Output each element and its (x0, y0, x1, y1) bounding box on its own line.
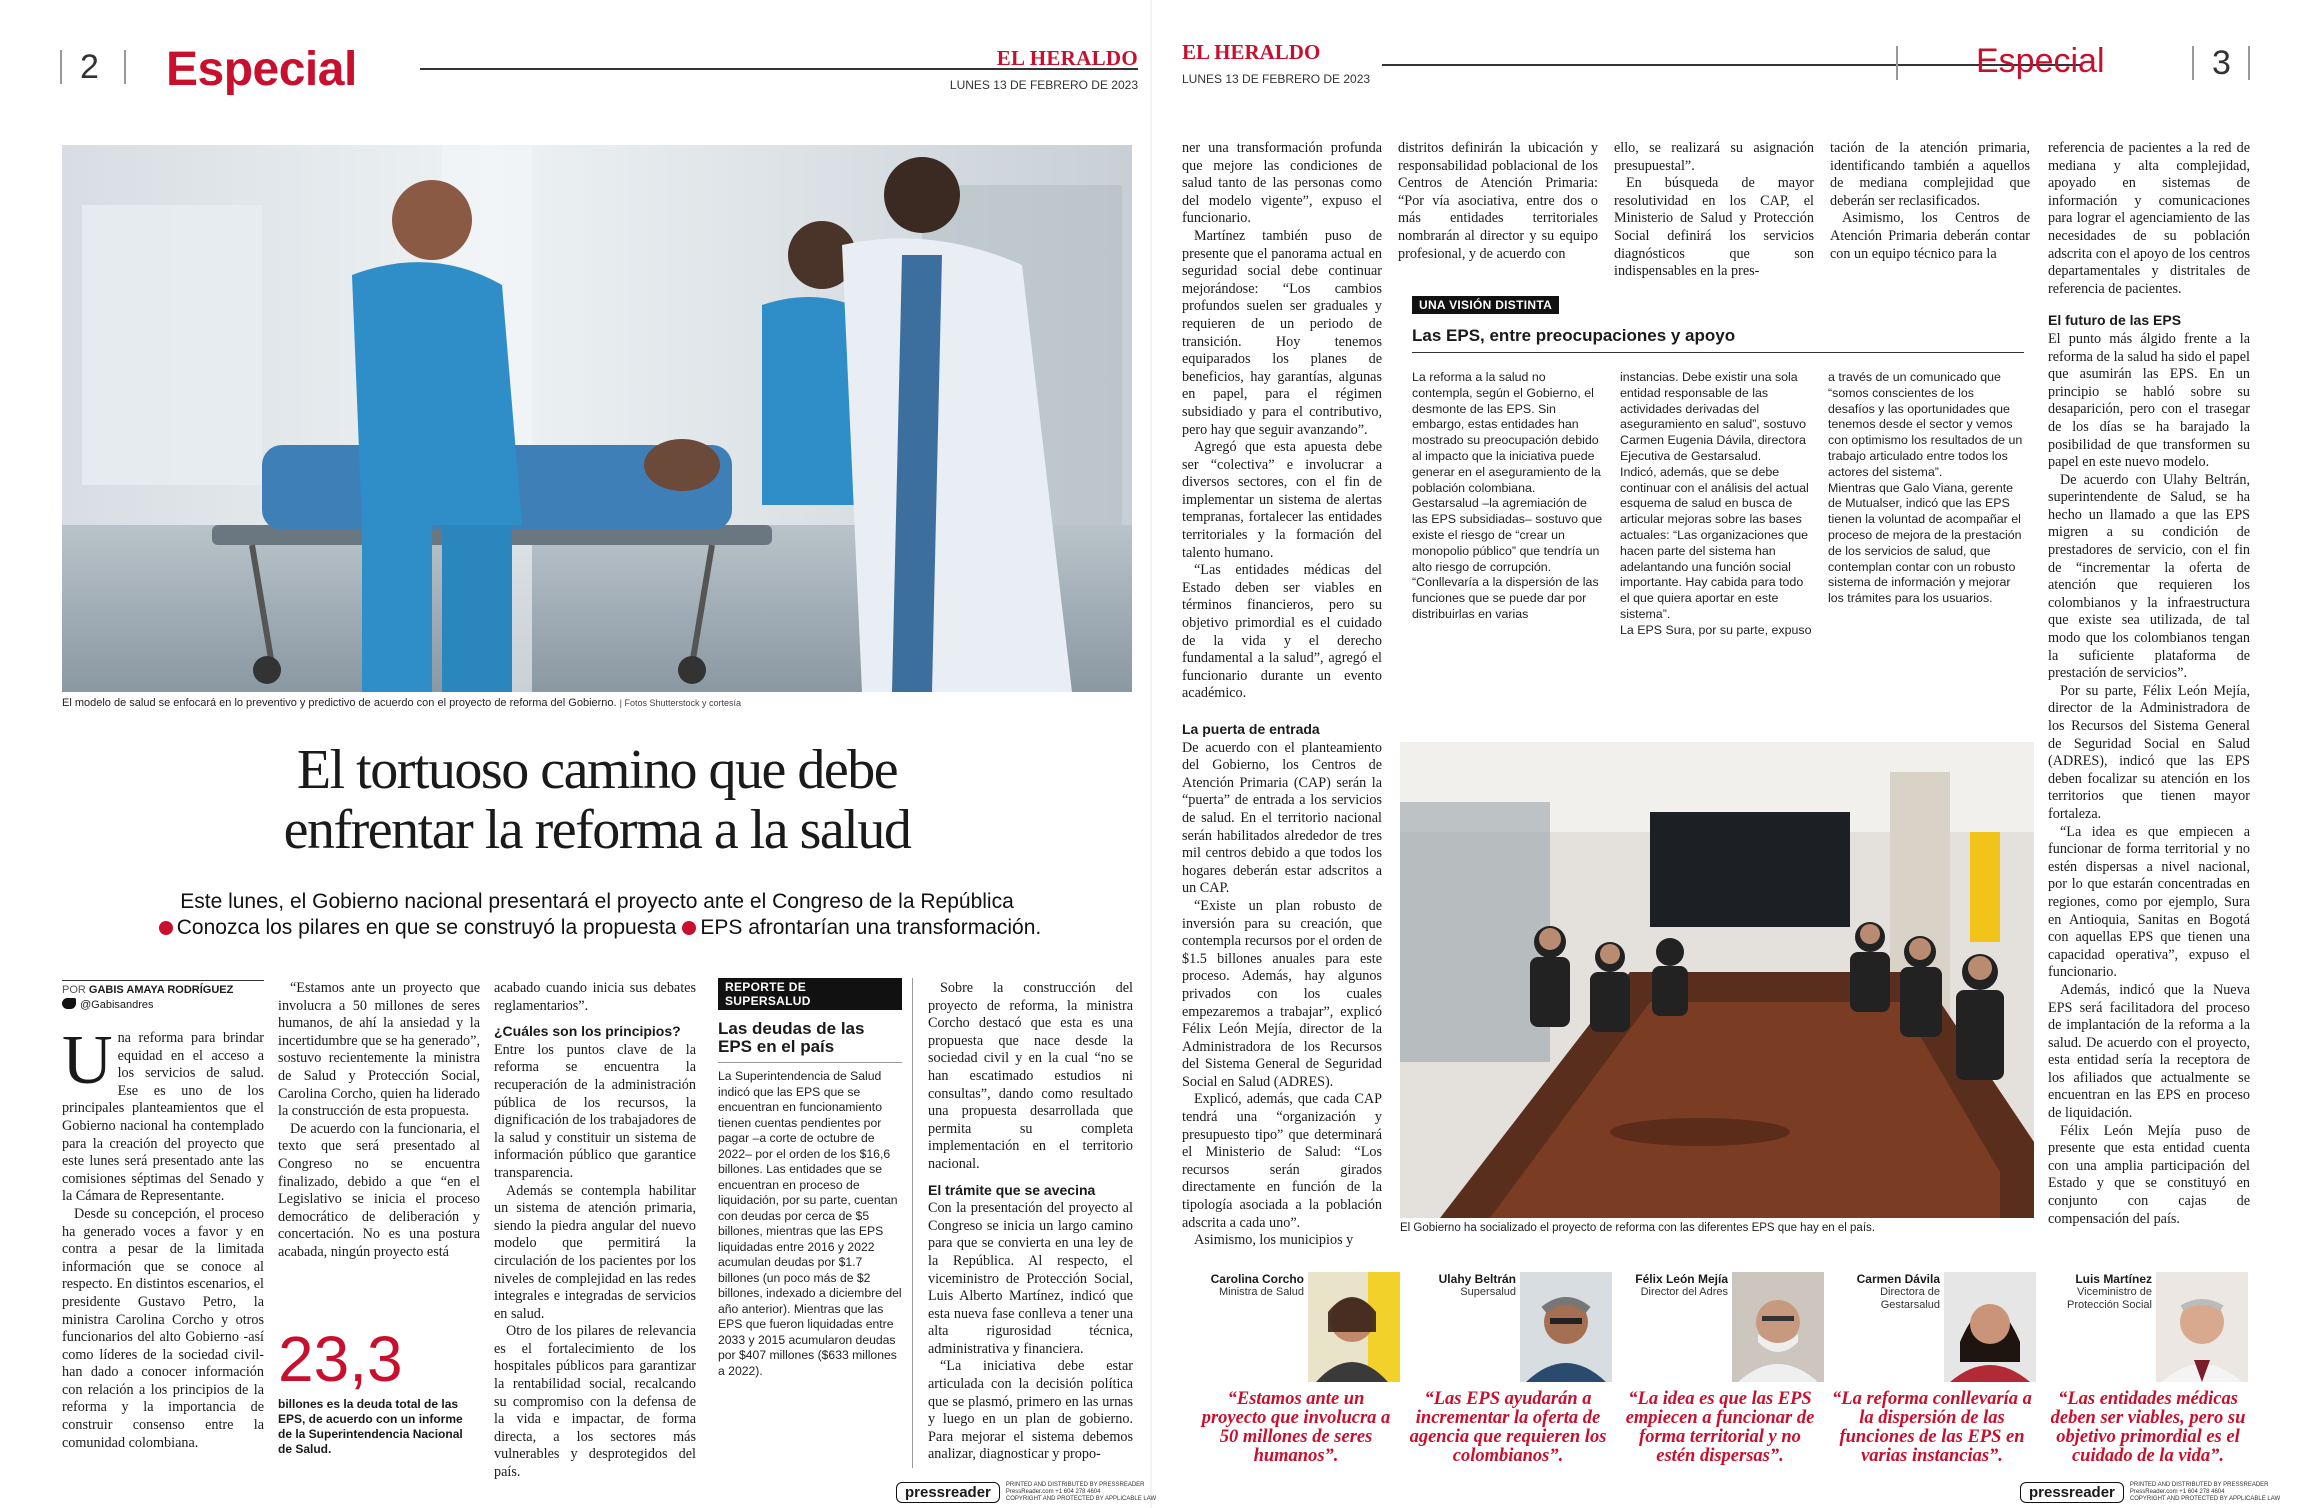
sidebar-col-3: a través de un comunicado que “somos conscientes de los desafíos y las oportunidades que tenemos desde el sector y vemos con optimismo los resultados de un trabajo articulado entre todos los actores del sistema”. Mientras que Galo Viana, gerente de Mutualser, indicó que las EPS tienen la voluntad de acompañar el proceso de mejora de la prestación de los servicios de salud, que contemplan contar con un robusto sistema de información y mejorar los trámites para los usuarios. (1828, 370, 2023, 606)
portrait (1944, 1272, 2036, 1382)
sidebar-tag: UNA VISIÓN DISTINTA (1412, 296, 1559, 314)
box-tag: REPORTE DE SUPERSALUD (718, 978, 902, 1010)
quote: “Estamos ante un proyecto que involucra a 50 millones de seres humanos”. (1201, 1389, 1391, 1466)
bullet-dot (682, 921, 696, 935)
meeting-photo (1400, 742, 2034, 1218)
page-date: LUNES 13 DE FEBRERO DE 2023 (949, 78, 1138, 92)
drop-cap: U (62, 1022, 113, 1099)
portrait (1308, 1272, 1400, 1382)
stat-number: 23,3 (278, 1323, 403, 1395)
page-date: LUNES 13 DE FEBRERO DE 2023 (1182, 72, 1371, 86)
portrait (2156, 1272, 2248, 1382)
sidebar-vision (1412, 296, 2024, 353)
section-title: Especial (1976, 42, 2105, 80)
page-number: 2 (80, 48, 99, 86)
right-header (1182, 40, 2252, 100)
masthead: EL HERALDO (996, 46, 1138, 70)
deck: Este lunes, el Gobierno nacional presentará el proyecto ante el Congreso de la República Conozca los pilares en que se construyó la propuesta EPS afrontarían una transformación. (62, 889, 1132, 941)
right-col-2: distritos definirán la ubicación y responsabilidad poblacional de los Centros de Atención Primaria: “Por vía asociativa, entre dos o más entidades territoriales nombrarán al director y su equipo profesional, y de acuerdo con (1398, 140, 1598, 262)
quote: “Las entidades médicas deben ser viables, pero su objetivo primordial es el cuidado de la vida”. (2050, 1389, 2246, 1466)
sidebar-col-2: instancias. Debe existir una sola entidad responsable de las actividades derivadas del aseguramiento en salud”, sostuvo Carmen Eugenia Dávila, directora Ejecutiva de Gestarsalud. Indicó, además, que se debe continuar con el análisis del actual esquema de salud en busca de articular mejoras sobre las bases actuales: “Las organizaciones que hacen parte del sistema han adelantando una función social importante. Hay cabida para todo el que quiera aportar en este sistema”. La EPS Sura, por su parte, expuso (1620, 370, 1812, 637)
sidebar-col-1: La reforma a la salud no contempla, según el Gobierno, el desmonte de las EPS. Sin embargo, estas entidades han mostrado su preocupación debido al impacto que la iniciativa puede generar en el aseguramiento de la población colombiana. Gestarsalud –la agremiación de las EPS subsidiadas– sostuvo que existe el riesgo de “crear un monopolio público” que tendría un alto riesgo de corrupción. “Conllevaría a la dispersión de las funciones que se puede dar por distribuirlas en varias (1412, 370, 1603, 621)
masthead: EL HERALDO (1182, 40, 1321, 64)
right-col-3: ello, se realizará su asignación presupuestal”. En búsqueda de mayor resolutividad en los CAP, el Ministerio de Salud y Protección Social definirá los servicios diagnósticos que son indispensables en la pres- (1614, 140, 1814, 280)
quote: “Las EPS ayudarán a incrementar la oferta de agencia que requieren los colombianos”. (1409, 1389, 1607, 1466)
photo-caption: El modelo de salud se enfocará en lo preventivo y predictivo de acuerdo con el proyecto de reforma del Gobierno. | Fotos Shutterstock y cortesía (62, 697, 742, 709)
page-number: 3 (2212, 44, 2231, 82)
article-col-3: acabado cuando inicia sus debates reglamentarios”. ¿Cuáles son los principios? Entre los puntos clave de la reforma se encuentra la recuperación de la administración pública de los recursos, la dignificación de los trabajadores de la salud y constituir un sistema de información público que garantice transparencia. Además se contempla habilitar un sistema de atención primaria, siendo la piedra angular del nuevo modelo que permitirá la circulación de los pacientes por los niveles de complejidad en las redes integrales e integradas de servicios en salud. Otro de los pilares de relevancia es el fortalecimiento de los hospitales públicos para garantizar la rentabilidad social, recalcando su compromiso con la defensa de la vida e impactar, de forma directa, a los sectores más vulnerables y desprotegidos del país. (494, 980, 696, 1481)
right-col-4: tación de la atención primaria, identificando también a aquellos de mediana complejidad que deberán ser reclasificados. Asimismo, los Centros de Atención Primaria deberán contar con un equipo técnico para la (1830, 140, 2030, 262)
portrait (1732, 1272, 1824, 1382)
sidebar-title: Las EPS, entre preocupaciones y apoyo (1412, 326, 1736, 345)
right-col-5: referencia de pacientes a la red de mediana y alta complejidad, apoyado en sistemas de información y comunicaciones para lograr el agenciamiento de las necesidades de su población adscrita con el apoyo de los centros departamentales y distritales de referencia de pacientes. El futuro de las EPS El punto más álgido frente a la reforma de la salud ha sido el papel que asumirán las EPS. En un principio se habló sobre su desaparición, pero con el trasegar de los días se ha barajado la posibilidad de que transformen su papel en este nuevo modelo. De acuerdo con Ulahy Beltrán, superintendente de Salud, se ha hecho un llamado a que las EPS migren a su condición de prestadores de servicio, con el fin de “incrementar la oferta de atención que requieren los colombianos y la infraestructura que existe sea utilizada, de tal modo que los colombianos tengan la suficiente plataforma de prestación de servicios”. Por su parte, Félix León Mejía, director de la Administradora de los Recursos del Sistema General de Seguridad Social en Salud (ADRES), indicó que las EPS deben focalizar su atención en los territorios que tienen mayor fortaleza. “La idea es que empiecen a funcionar de forma territorial y no estén dispersas a nivel nacional, por lo que estarán concentradas en regiones, como por ejemplo, Sura en Antioquia, Sanitas en Bogotá con aquellas EPS que tienen una capacidad operativa”, expuso el funcionario. Además, indicó que la Nueva EPS será facilitadora del proceso de implantación de la reforma a la salud. De acuerdo con el proyecto, esta entidad sería la receptora de los afiliados que actualmente se encuentran en las EPS en proceso de liquidación. Félix León Mejía puso de presente que esta entidad cuenta con una amplia participación del Estado y que se constituyó en conjunto con cajas de compensación del país. (2048, 140, 2250, 1227)
supersalud-box (718, 978, 902, 1379)
quote: “La reforma conllevaría a la dispersión de las funciones de las EPS en varias instancias”. (1832, 1389, 2032, 1466)
right-col-1: ner una transformación profunda que mejore las condiciones de salud tanto de las personas como del modelo vigente”, expuso el funcionario. Martínez también puso de presente que el panorama actual en seguridad social debe continuar mejorándose: “Los cambios profundos suelen ser graduales y requieren de un periodo de transición. Hoy tenemos equiparados los planes de beneficios, hay garantías, algunas en papel, para el régimen subsidiado y para el contributivo, pero hay que seguir avanzando”. Agregó que esta apuesta debe ser “colectiva” e involucrar a diversos sectores, con el fin de implementar un sistema de alertas tempranas, fortalecer las entidades territoriales y la formación del talento humano. “Las entidades médicas del Estado deben ser viables en términos financieros, pero su objetivo primordial es el cuidado de la vida y el derecho fundamental a la salud”, agregó el funcionario durante un evento académico. La puerta de entrada De acuerdo con el planteamiento del Gobierno, los Centros de Atención Primaria (CAP) serán la “puerta” de entrada a los servicios de salud. En el territorio nacional serán habilitados alrededor de tres mil centros debido a que todos los hogares deberán estar adscritos a un CAP. “Existe un plan robusto de inversión para su creación, que contempla recursos por el orden de $1.5 billones anuales para este proceso. Además, hay algunos privados con los cuales empezaremos a trabajar”, explicó Félix León Mejía, director de la Administradora de los Recursos del Sistema General de Seguridad Social en Salud (ADRES). Explicó, además, que cada CAP tendrá una “organización y presupuesto tipo” que determinará el Ministerio de Salud: “Los recursos serán girados directamente en función de la tipología asociada a la población adscrita a cada uno”. Asimismo, los municipios y (1182, 140, 1382, 1249)
byline: POR GABIS AMAYA RODRÍGUEZ @Gabisandres (62, 980, 264, 1011)
hospital-photo (62, 145, 1132, 692)
section-title: Especial (166, 43, 357, 96)
article-col-2: “Estamos ante un proyecto que involucra a 50 millones de seres humanos, de ahí la ansiedad y la incertidumbre que se ha generado”, sostuvo recientemente la ministra de Salud y Protección Social, Carolina Corcho, quien ha liderado la construcción de esta propuesta. De acuerdo con la funcionaria, el texto que será presentado al Congreso no se encuentra finalizado, debido a que “en el Legislativo se inicia el proceso democrático de deliberación y concertación. No es una postura acabada, ningún proyecto está (278, 980, 480, 1260)
headline: El tortuoso camino que debe enfrentar la reforma a la salud (283, 739, 911, 861)
twitter-icon (62, 998, 76, 1009)
pressreader-logo-right: pressreader PRINTED AND DISTRIBUTED BY PRESSREADER PressReader.com +1 604 278 4604 COPYRIGHT AND PROTECTED BY APPLICABLE LAW (2020, 1482, 2280, 1503)
portrait (1520, 1272, 1612, 1382)
meeting-caption: El Gobierno ha socializado el proyecto de reforma con las diferentes EPS que hay en el país. (1400, 1222, 1875, 1234)
page-gutter (1150, 0, 1152, 1508)
box-text: La Superintendencia de Salud indicó que las EPS que se encuentran en funcionamiento tienen cuentas pendientes por pagar –a corte de octubre de 2022– por el orden de los $16,6 billones. Las entidades que se encuentran en proceso de liquidación, por su parte, cuentan con deudas por cerca de $5 billones, mientras que las EPS liquidadas entre 2016 y 2022 acumulan deudas por $1.7 billones (un poco más de $2 billones, indexado a diciembre del año anterior). Mientras que las EPS que fueron liquidadas entre 2033 y 2015 acumularon deudas por $407 millones ($633 millones a 2022). (718, 1069, 902, 1378)
stat-text: billones es la deuda total de las EPS, de acuerdo con un informe de la Superintendencia Nacional de Salud. (278, 1397, 463, 1456)
pressreader-logo-left: pressreader PRINTED AND DISTRIBUTED BY PRESSREADER PressReader.com +1 604 278 4604 COPYRIGHT AND PROTECTED BY APPLICABLE LAW (896, 1482, 1156, 1503)
quote: “La idea es que las EPS empiecen a funcionar de forma territorial y no estén dispersas”. (1625, 1389, 1815, 1466)
bullet-dot (159, 921, 173, 935)
article-col-5: Sobre la construcción del proyecto de reforma, la ministra Corcho destacó que esta es una propuesta que nace desde la sociedad civil y en la cual “no se han escatimado estudios ni consultas”, dando como resultado una propuesta desarrollada que permita su completa implementación en el territorio nacional. El trámite que se avecina Con la presentación del proyecto al Congreso se inicia un largo camino para que se convierta en una ley de la República. Al respecto, el viceministro de Protección Social, Luis Alberto Martínez, indicó que esta nueva fase conlleva a tener una alta rigurosidad técnica, administrativa y financiera. “La iniciativa debe estar articulada con la decisión política que se plasmó, primero en las urnas y luego en un plan de gobierno. Para mejorar el sistema debemos analizar, diagnosticar y propo- (928, 980, 1133, 1463)
stat-box (278, 1325, 480, 1457)
article-col-1: Una reforma para brindar equidad en el acceso a los servicios de salud. Ese es uno de los principales planteamientos que el Gobierno nacional ha contemplado para la creación del proyecto que este lunes será presentado ante las comisiones séptimas del Senado y la Cámara de Representante. Desde su concepción, el proceso ha generado voces a favor y en contra a pesar de la limitada información que se conoce al respecto. En distintos escenarios, el presidente Gustavo Petro, la ministra Carolina Corcho y otros funcionarios del alto Gobierno -así como líderes de la sociedad civil- han dado a conocer información con relación a los principios de la reforma y la importancia de construir consenso entre la comunidad colombiana. (62, 1022, 264, 1451)
left-header (60, 40, 1140, 100)
box-title: Las deudas de las EPS en el país (718, 1019, 865, 1056)
